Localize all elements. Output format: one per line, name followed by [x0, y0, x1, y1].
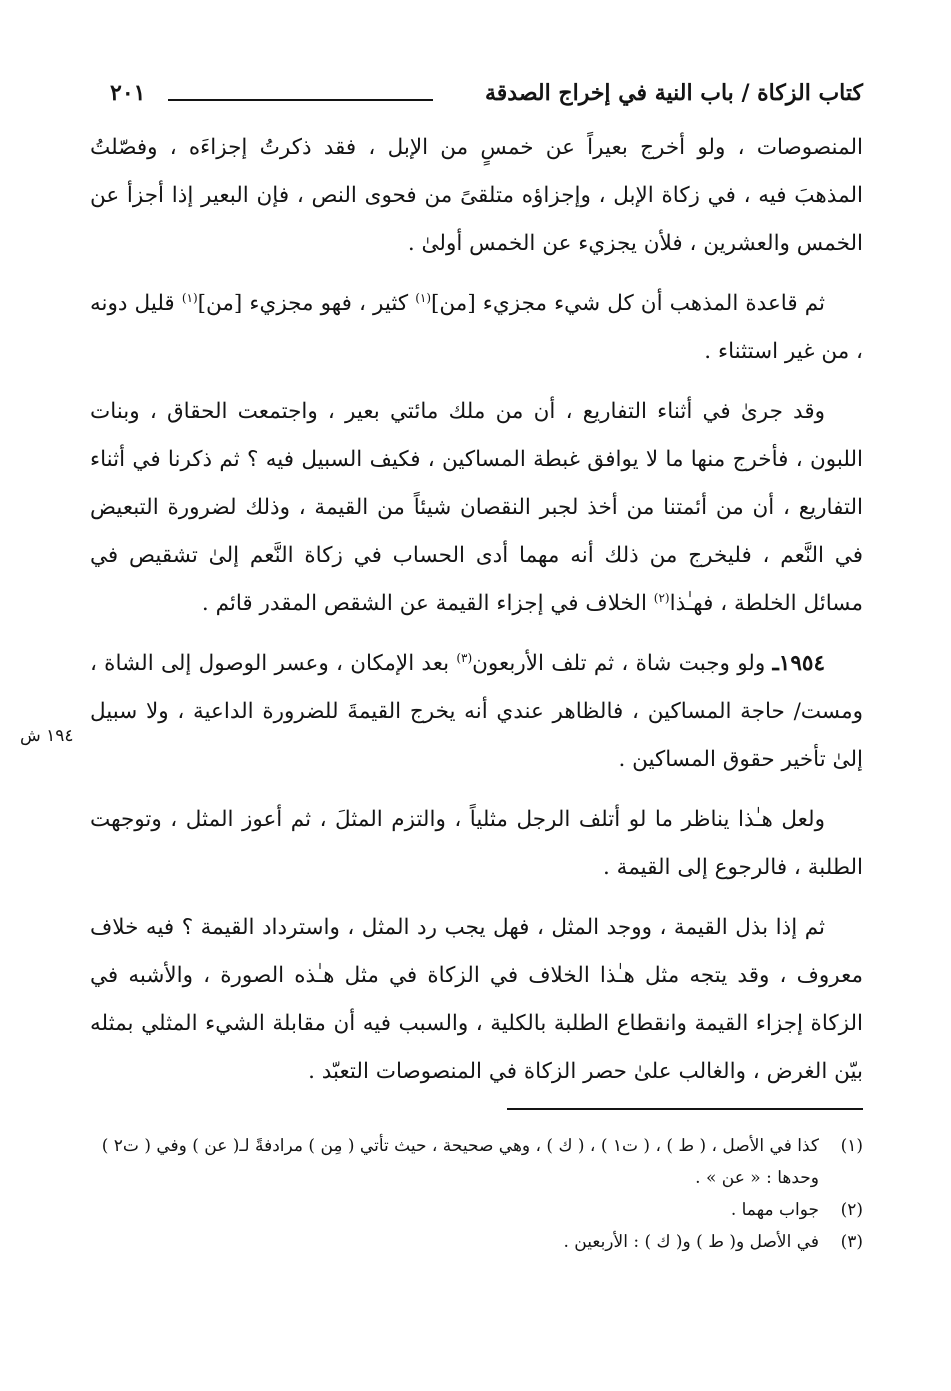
header-title: كتاب الزكاة / باب النية في إخراج الصدقة — [484, 80, 863, 106]
paragraph-3-part-b: الخلاف في إجزاء القيمة عن الشقص المقدر قائم . — [201, 591, 654, 616]
footnote-text: جواب مهما . — [730, 1200, 819, 1220]
paragraph-4 — [90, 640, 863, 784]
manuscript-margin-note: ١٩٤ ش — [20, 726, 74, 746]
footnote-item — [90, 1226, 863, 1258]
footnote-separator — [507, 1108, 863, 1110]
paragraph-4-part-a: ولو وجبت شاة ، ثم تلف الأربعون — [472, 651, 773, 676]
footnote-ref-1: (١) — [415, 290, 432, 305]
paragraph-5: ولعل هـٰذا يناظر ما لو أتلف الرجل مثلياً ، والتزم المثلَ ، ثم أعوز المثل ، وتوجهت الطلبة ، فالرجوع إلى القيمة . — [90, 807, 863, 880]
footnote-text: كذا في الأصل ، ( ط ) ، ( ت١ ) ، ( ك ) ، وهي صحيحة ، حيث تأتي ( مِن ) مرادفةً لـ( عن ) وفي ( ت٢ ) وحدها : « عن » . — [101, 1136, 819, 1188]
footnote-ref-1b: (١) — [181, 290, 198, 305]
paragraph-4-part-b: بعد الإمكان ، وعسر الوصول إلى الشاة ، ومست/ حاجة المساكين ، فالظاهر عندي أنه يخرج القيمةَ للضرورة الداعية ، ولا سبيل إلىٰ تأخير حقوق المساكين . — [90, 651, 864, 772]
running-header — [110, 80, 863, 116]
footnote-text: في الأصل و( ط ) و( ك ) : الأربعين . — [563, 1232, 819, 1252]
paragraph-2 — [90, 280, 863, 376]
paragraph-3 — [90, 388, 863, 628]
paragraph-2-part-b: كثير ، فهو مجزيء [من] — [197, 291, 416, 316]
footnotes — [90, 1130, 863, 1258]
section-number: ١٩٥٤ـ — [772, 651, 825, 676]
footnote-ref-2: (٢) — [653, 590, 670, 605]
footnote-ref-3: (٣) — [456, 650, 473, 665]
paragraph-2-part-c: قليل دونه ، من غير استثناء . — [90, 291, 863, 364]
page-number: ٢٠١ — [110, 80, 146, 106]
footnote-number: (٢) — [840, 1200, 863, 1220]
paragraph-2-part-a: ثم قاعدة المذهب أن كل شيء مجزيء [من] — [431, 291, 825, 316]
paragraph-6: ثم إذا بذل القيمة ، ووجد المثل ، فهل يجب رد المثل ، واسترداد القيمة ؟ فيه خلاف معروف ، وقد يتجه مثل هـٰذا الخلاف في الزكاة في مثل هـٰذه الصورة ، والأشبه في الزكاة إجزاء القيمة وانقطاع الطلبة بالكلية ، والسبب فيه أن مقابلة الشيء المثلي بمثله بيّن الغرض ، والغالب علىٰ حصر الزكاة في المنصوصات التعبّد . — [90, 915, 863, 1084]
header-rule — [168, 99, 433, 101]
footnote-number: (٣) — [840, 1232, 863, 1252]
footnote-item — [90, 1194, 863, 1226]
main-text — [90, 124, 863, 1108]
footnote-number: (١) — [840, 1136, 863, 1156]
paragraph-3-part-a: وقد جرىٰ في أثناء التفاريع ، أن من ملك مائتي بعير ، واجتمعت الحقاق ، وبنات اللبون ، فأخرج منها ما لا يوافق غبطة المساكين ، فكيف السبيل فيه ؟ ثم ذكرنا في أثناء التفاريع ، أن من أئمتنا من أخذ لجبر النقصان شيئاً من القيمة ، وذلك لضرورة التبعيض في النَّعم ، فليخرج من ذلك أنه مهما أدى الحساب في زكاة النَّعم إلىٰ تشقيص في مسائل الخلطة ، فهـٰذا — [90, 399, 863, 616]
footnote-item — [90, 1130, 863, 1194]
paragraph-1: المنصوصات ، ولو أخرج بعيراً عن خمسٍ من الإبل ، فقد ذكرتُ إجزاءَه ، وفصّلتُ المذهبَ فيه ، في زكاة الإبل ، وإجزاؤه متلقىً من فحوى النص ، فإن البعير إذا أجزأ عن الخمس والعشرين ، فلأن يجزيء عن الخمس أولىٰ . — [90, 135, 863, 256]
